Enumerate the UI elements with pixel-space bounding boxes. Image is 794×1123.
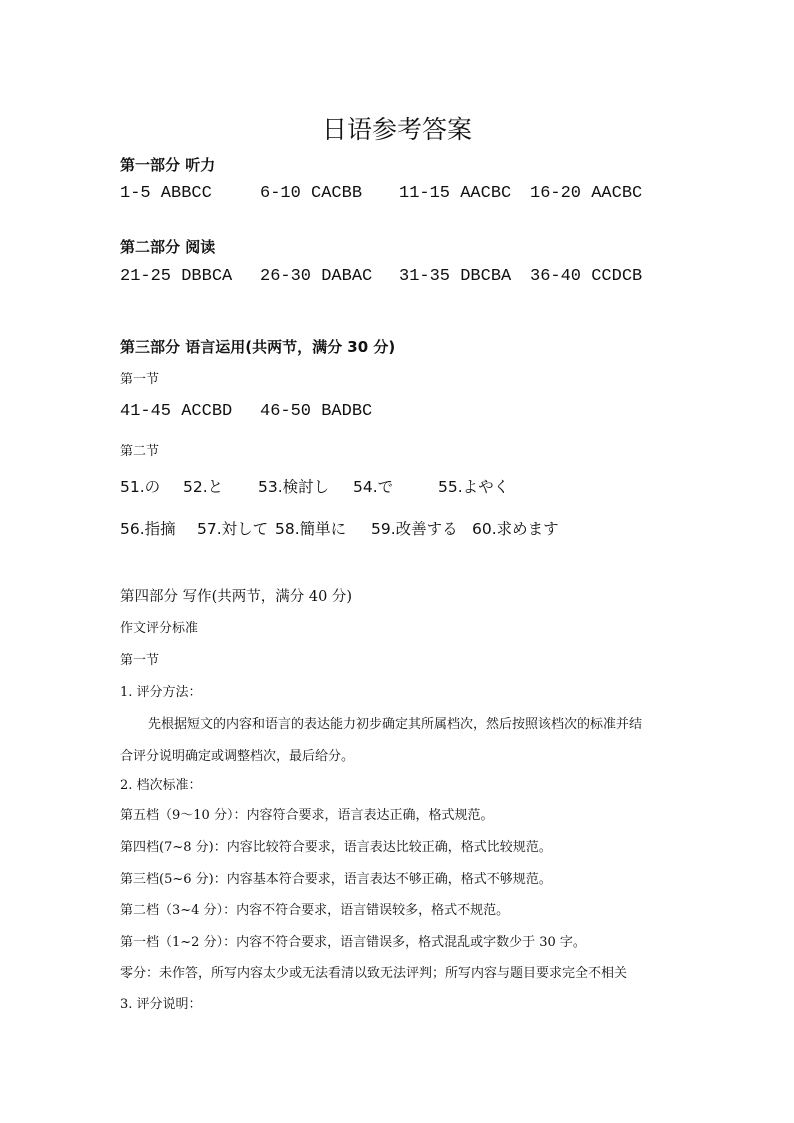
answer-group: 26-30 DABAC (260, 267, 373, 286)
level-row: 第二档（3~4 分）：内容不符合要求，语言错误较多，格式不规范。 (120, 903, 510, 918)
fill-answer: 59.改善する (371, 520, 458, 538)
fill-answer: 52.と (183, 478, 224, 496)
method-text-line2: 合评分说明确定或调整档次，最后给分。 (120, 749, 355, 764)
answer-group: 11-15 AACBC (399, 184, 512, 203)
level-row: 第一档（1~2 分）：内容不符合要求，语言错误多，格式混乱或字数少于 30 字。 (120, 935, 586, 950)
level-row: 零分：未作答，所写内容太少或无法看清以致无法评判；所写内容与题目要求完全不相关 (120, 966, 628, 981)
part3-section2-row2 (0, 517, 794, 539)
answer-group: 31-35 DBCBA (399, 267, 512, 286)
answer-group: 16-20 AACBC (530, 184, 643, 203)
answer-group: 6-10 CACBB (260, 184, 363, 203)
part4-heading: 第四部分 写作(共两节，满分 40 分) (120, 589, 353, 605)
answer-group: 46-50 BADBC (260, 402, 373, 421)
part2-heading: 第二部分 阅读 (120, 238, 216, 256)
answer-group: 1-5 ABBCC (120, 184, 212, 203)
fill-answer: 51.の (120, 478, 161, 496)
part3-heading: 第三部分 语言运用(共两节，满分 30 分) (120, 338, 396, 356)
part1-answers (0, 184, 794, 206)
answer-group: 41-45 ACCBD (120, 402, 233, 421)
fill-answer: 60.求めます (472, 520, 559, 538)
part3-section2-row1 (0, 475, 794, 497)
part3-section1-label: 第一节 (120, 372, 160, 387)
method-label: 1. 评分方法： (120, 685, 202, 700)
fill-answer: 57.対して (197, 520, 269, 538)
part3-section1-answers (0, 402, 794, 424)
level-row: 第四档(7~8 分)：内容比较符合要求，语言表达比较正确，格式比较规范。 (120, 840, 552, 855)
part1-heading: 第一部分 听力 (120, 156, 216, 174)
level-row: 第五档（9～10 分）：内容符合要求，语言表达正确，格式规范。 (120, 808, 494, 823)
fill-answer: 54.で (353, 478, 394, 496)
answer-group: 21-25 DBBCA (120, 267, 233, 286)
part4-section1-label: 第一节 (120, 653, 160, 668)
level-row: 第三档(5~6 分)：内容基本符合要求，语言表达不够正确，格式不够规范。 (120, 872, 552, 887)
fill-answer: 53.検討し (258, 478, 330, 496)
fill-answer: 58.簡単に (275, 520, 347, 538)
answer-group: 36-40 CCDCB (530, 267, 643, 286)
page-title: 日语参考答案 (321, 115, 472, 144)
criteria-title: 作文评分标准 (120, 621, 199, 636)
levels-label: 2. 档次标准： (120, 778, 202, 793)
part3-section2-label: 第二节 (120, 444, 160, 459)
part2-answers (0, 267, 794, 289)
fill-answer: 55.よやく (438, 478, 510, 496)
notes-label: 3. 评分说明： (120, 997, 202, 1012)
method-text-line1: 先根据短文的内容和语言的表达能力初步确定其所属档次，然后按照该档次的标准并结 (148, 717, 643, 732)
fill-answer: 56.指摘 (120, 520, 176, 538)
